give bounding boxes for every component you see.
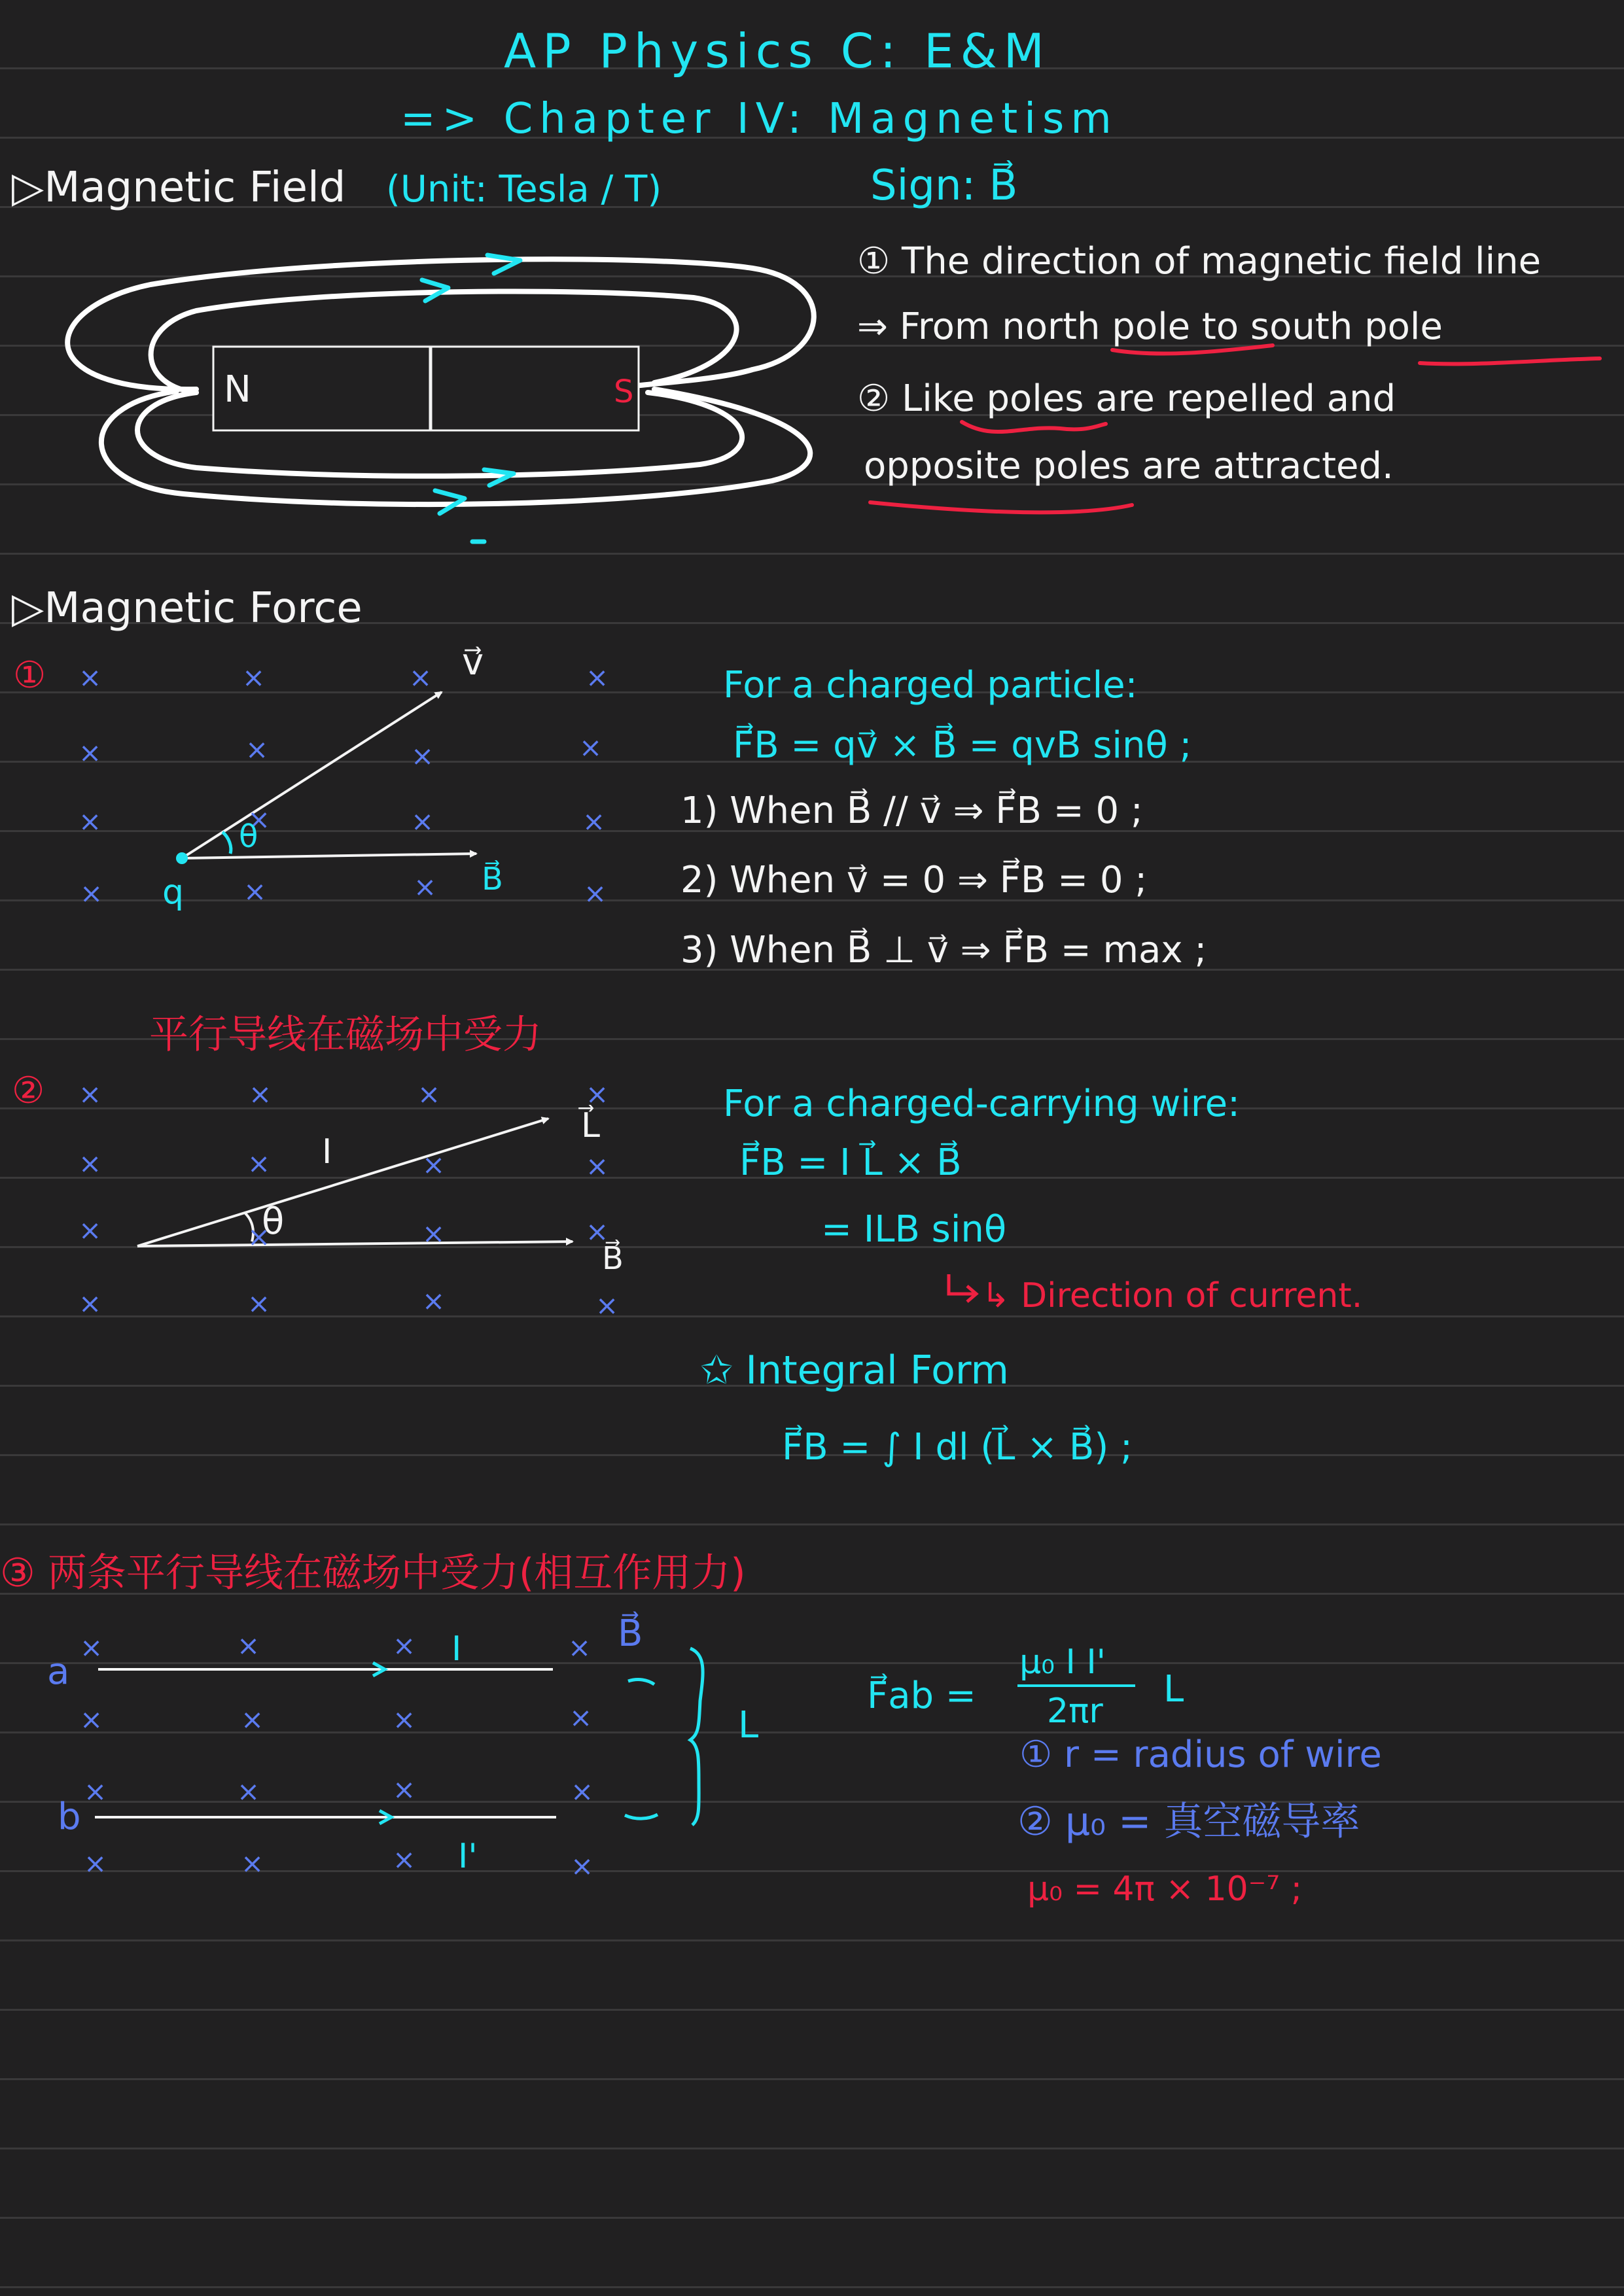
field-x-mark: × — [247, 1147, 271, 1179]
field-x-mark: × — [586, 661, 609, 693]
field-x-mark: × — [422, 1217, 446, 1249]
field-x-mark: × — [571, 1775, 594, 1807]
wire-field-vector — [137, 1242, 573, 1246]
integral-formula: F⃗B = ∫ I dl (L⃗ × B⃗) ; — [782, 1426, 1133, 1469]
wire-angle-label: θ — [262, 1200, 285, 1243]
current-a-label: I — [451, 1629, 462, 1669]
field-x-mark: × — [242, 661, 266, 693]
field-x-mark: × — [569, 1701, 593, 1733]
field-x-mark: × — [79, 1078, 102, 1110]
fab-lhs: F⃗ab = — [867, 1675, 976, 1717]
field-x-mark: × — [237, 1775, 260, 1807]
unit-label: (Unit: Tesla / T) — [386, 168, 662, 211]
field-x-mark: × — [79, 661, 102, 693]
field-x-mark: × — [393, 1773, 416, 1805]
field-x-mark: × — [237, 1629, 260, 1661]
page-title: AP Physics C: E&M — [504, 24, 1051, 78]
wire-title: For a charged-carrying wire: — [723, 1083, 1240, 1125]
condition-1: 1) When B⃗ // v⃗ ⇒ F⃗B = 0 ; — [680, 790, 1143, 832]
velocity-vector — [182, 692, 442, 858]
wire-length-vector — [137, 1119, 548, 1249]
velocity-label: v⃗ — [462, 641, 484, 684]
field-x-mark: × — [79, 1147, 102, 1179]
particle-formula: F⃗B = qv⃗ × B⃗ = qvB sinθ ; — [733, 724, 1192, 767]
current-b-label: I' — [458, 1837, 478, 1876]
field-x-mark: × — [422, 1149, 446, 1181]
field-x-mark: × — [241, 1847, 264, 1879]
field-x-mark: × — [80, 1631, 103, 1663]
condition-3: 3) When B⃗ ⊥ v⃗ ⇒ F⃗B = max ; — [680, 929, 1207, 971]
field-label: B⃗ — [482, 861, 503, 897]
field-x-mark: × — [579, 731, 603, 763]
fab-denominator: 2πr — [1047, 1692, 1103, 1731]
field-x-mark: × — [393, 1629, 416, 1661]
field-note-2-line-2: opposite poles are attracted. — [864, 445, 1394, 487]
condition-2: 2) When v⃗ = 0 ⇒ F⃗B = 0 ; — [680, 859, 1148, 901]
field-x-mark: × — [586, 1078, 609, 1110]
field-note-1-line-2: ⇒ From north pole to south pole — [857, 305, 1443, 348]
field-x-mark: × — [245, 733, 269, 765]
field-x-mark: × — [84, 1775, 107, 1807]
case-3-heading: ③ 两条平行导线在磁场中受力(相互作用力) — [0, 1550, 746, 1596]
wire-formula-2: = ILB sinθ — [821, 1208, 1007, 1251]
field-x-mark: × — [249, 1078, 272, 1110]
field-x-mark: × — [84, 1847, 107, 1879]
field-x-mark: × — [409, 661, 432, 693]
case-2-heading: 平行导线在磁场中受力 — [149, 1012, 542, 1058]
case-1-marker: ① — [13, 654, 46, 697]
field-x-mark: × — [80, 877, 103, 909]
chapter-title: => Chapter IV: Magnetism — [400, 95, 1118, 143]
field-x-mark: × — [568, 1631, 591, 1663]
definition-r: ① r = radius of wire — [1019, 1733, 1382, 1776]
field-x-mark: × — [414, 871, 437, 903]
field-x-mark: × — [417, 1078, 441, 1110]
bar-magnet — [213, 347, 639, 430]
magnetic-force-heading: ▷Magnetic Force — [12, 584, 362, 633]
field-x-mark: × — [411, 740, 434, 772]
parallel-wires — [95, 1669, 556, 1817]
field-x-mark: × — [393, 1703, 416, 1735]
angle-arc — [222, 832, 231, 854]
field-x-mark: × — [247, 1221, 271, 1253]
magnetic-field-heading: ▷Magnetic Field — [12, 164, 346, 212]
charge-dot — [176, 852, 188, 864]
field-x-mark: × — [393, 1843, 416, 1875]
fab-numerator: μ₀ I I' — [1019, 1643, 1106, 1682]
field-x-mark: × — [243, 875, 267, 907]
wire-vectors — [137, 1119, 573, 1249]
field-x-mark: × — [80, 1703, 103, 1735]
particle-title: For a charged particle: — [723, 664, 1138, 706]
separation-brace — [690, 1648, 703, 1825]
wire-current-label: I — [322, 1132, 332, 1172]
definition-mu: ② μ₀ = 真空磁导率 — [1017, 1799, 1360, 1845]
field-x-mark: × — [241, 1703, 264, 1735]
field-x-mark: × — [586, 1150, 609, 1182]
field-x-mark: × — [79, 737, 102, 769]
wire-field-label: B⃗ — [602, 1240, 624, 1277]
field-note-1-line-1: ① The direction of magnetic field line — [857, 240, 1542, 283]
field-x-mark: × — [247, 803, 271, 835]
wire-length-label: L⃗ — [581, 1106, 600, 1145]
field-note-2-line-1: ② Like poles are repelled and — [857, 377, 1396, 420]
wire-formula-1: F⃗B = I L⃗ × B⃗ — [739, 1141, 962, 1184]
field-x-mark: × — [586, 1215, 609, 1247]
field-x-mark: × — [247, 1287, 271, 1319]
fab-tail: L — [1163, 1668, 1184, 1711]
charge-label: q — [162, 873, 185, 912]
field-x-mark: × — [79, 1287, 102, 1319]
separation-label: L — [738, 1704, 759, 1747]
note-underlines — [870, 345, 1600, 512]
field-3-label: B⃗ — [618, 1612, 643, 1655]
case-2-marker: ② — [12, 1070, 45, 1112]
field-x-mark: × — [571, 1850, 594, 1882]
field-x-mark: × — [411, 805, 434, 837]
sign-label: Sign: B⃗ — [870, 162, 1018, 210]
south-pole-label: S — [614, 374, 634, 410]
angle-label: θ — [239, 818, 258, 855]
wire-a-label: a — [47, 1650, 70, 1693]
field-x-mark: × — [422, 1285, 446, 1317]
wire-direction-note: ↳ Direction of current. — [981, 1276, 1363, 1315]
wire-b-label: b — [58, 1796, 81, 1838]
mu-value: μ₀ = 4π × 10⁻⁷ ; — [1027, 1870, 1303, 1909]
field-x-mark: × — [595, 1289, 619, 1321]
north-pole-label: N — [224, 368, 251, 411]
integral-title: ✩ Integral Form — [700, 1348, 1009, 1393]
field-vector — [182, 854, 476, 858]
field-x-mark: × — [584, 877, 607, 909]
field-x-mark: × — [79, 1214, 102, 1246]
field-x-mark: × — [79, 805, 102, 837]
field-x-mark: × — [582, 805, 606, 837]
